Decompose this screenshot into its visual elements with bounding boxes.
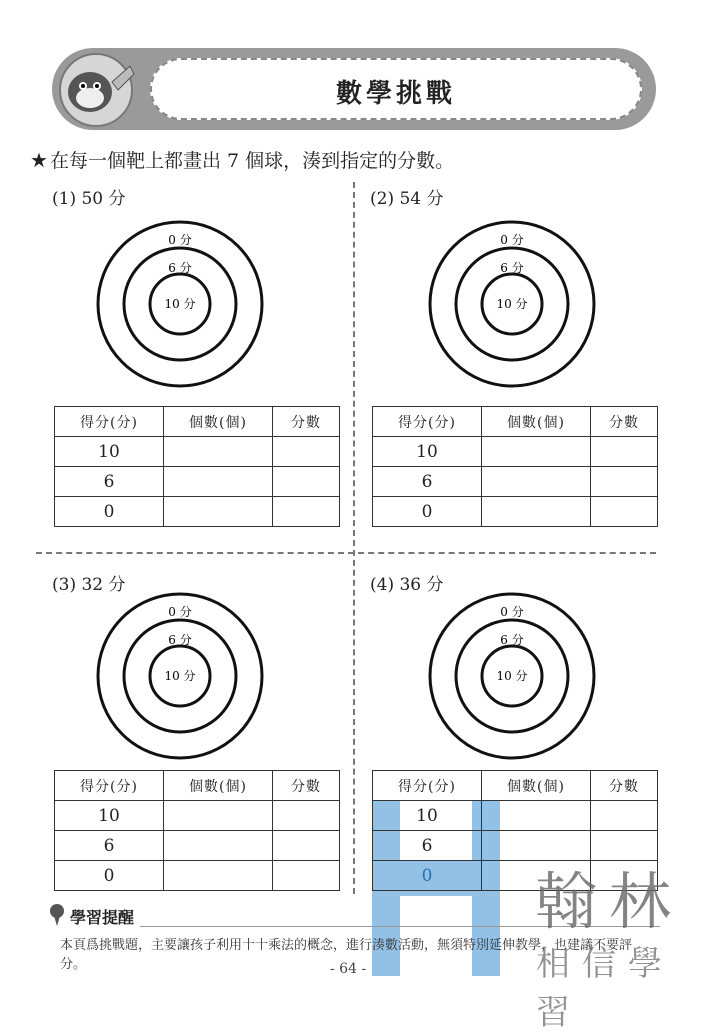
table-row xyxy=(55,831,340,861)
score-cell: 10 xyxy=(55,437,164,467)
problem-4-label: (4) 36 分 xyxy=(370,575,444,595)
page-title: 數學挑戰 xyxy=(335,79,456,109)
score-cell: 10 xyxy=(373,801,482,831)
count-cell[interactable] xyxy=(482,467,591,497)
ring-label-middle: 6 分 xyxy=(500,633,524,647)
target-3[interactable] xyxy=(96,592,264,760)
points-cell[interactable] xyxy=(273,831,340,861)
count-cell[interactable] xyxy=(482,497,591,527)
count-cell[interactable] xyxy=(482,801,591,831)
points-cell[interactable] xyxy=(273,861,340,891)
count-cell[interactable] xyxy=(164,831,273,861)
count-cell[interactable] xyxy=(164,467,273,497)
table-row xyxy=(55,861,340,891)
table-row xyxy=(55,437,340,467)
points-cell[interactable] xyxy=(273,801,340,831)
reminder-text: 本頁爲挑戰題，主要讓孩子利用十十乘法的概念，進行湊數活動，無須特別延伸教學，也建議不要評分。 xyxy=(60,938,633,972)
vertical-divider xyxy=(353,182,355,894)
score-table-1 xyxy=(54,406,340,527)
header-count: 個數(個) xyxy=(482,771,591,801)
ring-label-outer: 0 分 xyxy=(500,605,524,619)
target-4[interactable] xyxy=(428,592,596,760)
score-cell: 0 xyxy=(55,861,164,891)
instruction-text: 在每一個靶上都畫出 7 個球，湊到指定的分數。 xyxy=(49,150,455,172)
score-cell: 6 xyxy=(373,467,482,497)
count-cell[interactable] xyxy=(482,437,591,467)
table-row xyxy=(373,801,658,831)
ring-label-middle: 6 分 xyxy=(168,261,192,275)
table-row xyxy=(55,467,340,497)
target-1[interactable] xyxy=(96,220,264,388)
ring-label-outer: 0 分 xyxy=(168,605,192,619)
score-cell: 0 xyxy=(55,497,164,527)
problem-2-label: (2) 54 分 xyxy=(370,189,444,209)
horizontal-divider xyxy=(36,552,656,554)
header-points: 分數 xyxy=(273,771,340,801)
score-cell: 6 xyxy=(55,831,164,861)
ring-label-middle: 6 分 xyxy=(168,633,192,647)
table-row xyxy=(373,467,658,497)
header-count: 個數(個) xyxy=(164,771,273,801)
count-cell[interactable] xyxy=(164,497,273,527)
header-count: 個數(個) xyxy=(164,407,273,437)
ring-label-outer: 0 分 xyxy=(168,233,192,247)
header-points: 分數 xyxy=(273,407,340,437)
table-row xyxy=(373,497,658,527)
watermark-brand: 翰林 xyxy=(535,865,684,938)
ring-label-inner: 10 分 xyxy=(164,669,196,683)
points-cell[interactable] xyxy=(591,497,658,527)
score-cell: 0 xyxy=(373,497,482,527)
points-cell[interactable] xyxy=(591,437,658,467)
ring-label-inner: 10 分 xyxy=(164,297,196,311)
points-cell[interactable] xyxy=(273,437,340,467)
header-score: 得分(分) xyxy=(373,407,482,437)
count-cell[interactable] xyxy=(164,861,273,891)
header-points: 分數 xyxy=(591,407,658,437)
points-cell[interactable] xyxy=(273,497,340,527)
count-cell[interactable] xyxy=(164,801,273,831)
score-cell: 6 xyxy=(373,831,482,861)
header-points: 分數 xyxy=(591,771,658,801)
score-table-3 xyxy=(54,770,340,891)
count-cell[interactable] xyxy=(164,437,273,467)
page-number: - 64 - xyxy=(330,961,367,977)
ring-label-inner: 10 分 xyxy=(496,669,528,683)
points-cell[interactable] xyxy=(273,467,340,497)
score-cell: 6 xyxy=(55,467,164,497)
header-count: 個數(個) xyxy=(482,407,591,437)
table-row xyxy=(55,801,340,831)
problem-3-label: (3) 32 分 xyxy=(52,575,126,595)
target-2[interactable] xyxy=(428,220,596,388)
score-cell: 10 xyxy=(55,801,164,831)
ring-label-middle: 6 分 xyxy=(500,261,524,275)
score-cell: 0 xyxy=(373,861,482,891)
reminder-title: 學習提醒 xyxy=(70,908,135,927)
header-score: 得分(分) xyxy=(55,771,164,801)
ring-label-outer: 0 分 xyxy=(500,233,524,247)
header-score: 得分(分) xyxy=(55,407,164,437)
table-row xyxy=(373,437,658,467)
header-score: 得分(分) xyxy=(373,771,482,801)
pin-icon xyxy=(44,902,70,928)
problem-1-label: (1) 50 分 xyxy=(52,189,126,209)
instruction xyxy=(30,146,454,173)
table-row xyxy=(55,497,340,527)
mascot-icon xyxy=(50,52,146,128)
score-table-2 xyxy=(372,406,658,527)
points-cell[interactable] xyxy=(591,467,658,497)
watermark-slogan: 相信學習 xyxy=(536,944,674,1033)
points-cell[interactable] xyxy=(591,801,658,831)
ring-label-inner: 10 分 xyxy=(496,297,528,311)
score-cell: 10 xyxy=(373,437,482,467)
star-icon: ★ xyxy=(30,148,48,172)
